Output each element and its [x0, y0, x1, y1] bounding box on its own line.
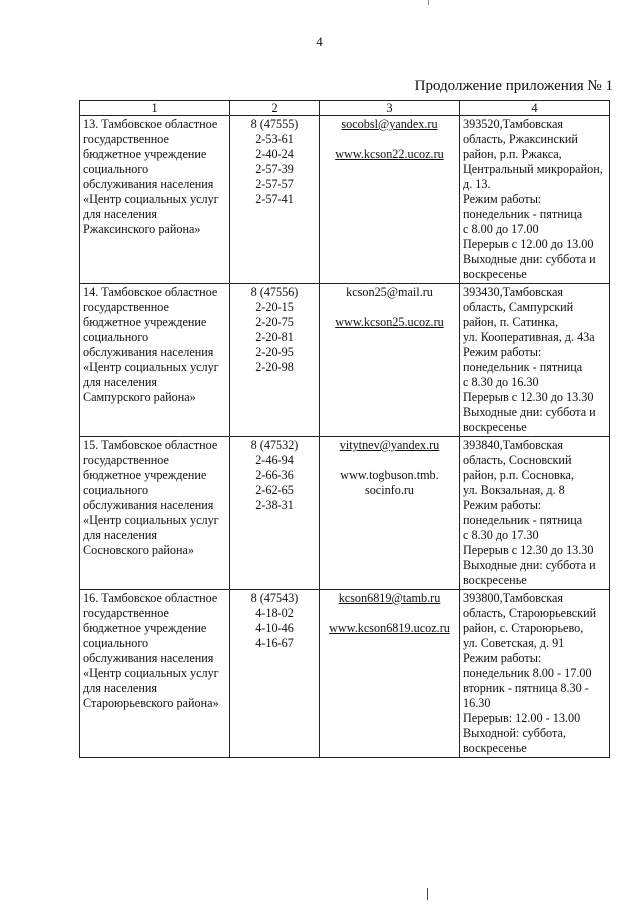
- org-line: социального: [83, 636, 149, 650]
- address-line: Режим работы:: [463, 345, 542, 359]
- org-line: бюджетное учреждение: [83, 315, 207, 329]
- org-line: социального: [83, 330, 149, 344]
- table-row: [80, 284, 610, 437]
- address-line: Перерыв с 12.30 до 13.30: [463, 390, 594, 404]
- column-header-3: 3: [320, 101, 460, 116]
- address-line: понедельник 8.00 - 17.00: [463, 666, 592, 680]
- org-line: 16. Тамбовское областное: [83, 591, 218, 605]
- address-line: воскресенье: [463, 420, 527, 434]
- org-line: 14. Тамбовское областное: [83, 285, 218, 299]
- address-line: воскресенье: [463, 741, 527, 755]
- website-link[interactable]: www.kcson22.ucoz.ru: [335, 147, 444, 161]
- org-line: «Центр социальных услуг: [83, 513, 219, 527]
- table-row: [80, 116, 610, 284]
- org-line: государственное: [83, 300, 169, 314]
- org-line: для населения: [83, 207, 157, 221]
- address-line: Выходные дни: суббота и: [463, 558, 596, 572]
- org-line: обслуживания населения: [83, 345, 214, 359]
- phone-line: 8 (47543): [250, 591, 299, 605]
- org-line: обслуживания населения: [83, 498, 214, 512]
- phone-line: 2-20-95: [255, 345, 294, 359]
- phone-line: 2-57-57: [255, 177, 294, 191]
- org-line: для населения: [83, 528, 157, 542]
- address-line: 393840,Тамбовская: [463, 438, 564, 452]
- address-line: ул. Вокзальная, д. 8: [463, 483, 565, 497]
- phone-line: 2-57-39: [255, 162, 294, 176]
- contacts-cell: [320, 437, 460, 590]
- institutions-table: [79, 100, 610, 758]
- org-name-cell: [80, 437, 230, 590]
- contacts-cell: [320, 590, 460, 758]
- address-cell: [460, 590, 610, 758]
- address-line: Режим работы:: [463, 192, 542, 206]
- address-cell: [460, 284, 610, 437]
- address-line: район, р.п. Ржакса,: [463, 147, 562, 161]
- phone-line: 8 (47556): [250, 285, 299, 299]
- address-line: д. 13.: [463, 177, 491, 191]
- phones-cell: [230, 116, 320, 284]
- address-line: понедельник - пятница: [463, 207, 583, 221]
- email-link[interactable]: kcson25@mail.ru: [346, 285, 433, 299]
- address-line: с 8.30 до 16.30: [463, 375, 539, 389]
- org-line: для населения: [83, 375, 157, 389]
- org-name-cell: [80, 116, 230, 284]
- phone-line: 2-46-94: [255, 453, 294, 467]
- address-line: Перерыв с 12.30 до 13.30: [463, 543, 594, 557]
- org-line: «Центр социальных услуг: [83, 666, 219, 680]
- address-line: район, п. Сатинка,: [463, 315, 559, 329]
- website-link[interactable]: www.kcson6819.ucoz.ru: [329, 621, 450, 635]
- phone-line: 8 (47555): [250, 117, 299, 131]
- org-line: социального: [83, 483, 149, 497]
- address-line: 393800,Тамбовская: [463, 591, 564, 605]
- phone-line: 2-66-36: [255, 468, 294, 482]
- org-line: государственное: [83, 132, 169, 146]
- phones-cell: [230, 437, 320, 590]
- org-line: Староюрьевского района»: [83, 696, 219, 710]
- column-header-1: 1: [80, 101, 230, 116]
- scan-mark-top: [428, 0, 429, 5]
- address-line: Выходные дни: суббота и: [463, 405, 596, 419]
- phones-cell: [230, 284, 320, 437]
- email-link[interactable]: kcson6819@tamb.ru: [338, 591, 441, 605]
- org-name-cell: [80, 590, 230, 758]
- address-line: Режим работы:: [463, 651, 542, 665]
- phone-line: 2-20-15: [255, 300, 294, 314]
- appendix-title: Продолжение приложения № 1: [414, 78, 613, 94]
- org-name-cell: [80, 284, 230, 437]
- org-line: «Центр социальных услуг: [83, 192, 219, 206]
- column-header-4: 4: [460, 101, 610, 116]
- org-line: Сосновского района»: [83, 543, 195, 557]
- org-line: обслуживания населения: [83, 177, 214, 191]
- address-line: Выходной: суббота,: [463, 726, 566, 740]
- website-link[interactable]: www.togbuson.tmb.: [340, 468, 439, 482]
- org-line: социального: [83, 162, 149, 176]
- org-line: бюджетное учреждение: [83, 147, 207, 161]
- phone-line: 2-57-41: [255, 192, 294, 206]
- phone-line: 2-53-61: [255, 132, 294, 146]
- column-header-2: 2: [230, 101, 320, 116]
- org-line: государственное: [83, 453, 169, 467]
- address-line: район, с. Староюрьево,: [463, 621, 584, 635]
- phone-line: 4-18-02: [255, 606, 294, 620]
- address-line: Центральный микрорайон,: [463, 162, 603, 176]
- address-line: воскресенье: [463, 267, 527, 281]
- org-line: Сампурского района»: [83, 390, 196, 404]
- phone-line: 2-20-81: [255, 330, 294, 344]
- table-row: [80, 437, 610, 590]
- address-cell: [460, 437, 610, 590]
- phone-line: 2-62-65: [255, 483, 294, 497]
- address-line: вторник - пятница 8.30 -: [463, 681, 589, 695]
- phone-line: 2-38-31: [255, 498, 294, 512]
- org-line: Ржаксинского района»: [83, 222, 201, 236]
- email-link[interactable]: socobsl@yandex.ru: [341, 117, 438, 131]
- address-line: Перерыв: 12.00 - 13.00: [463, 711, 581, 725]
- org-line: государственное: [83, 606, 169, 620]
- address-line: ул. Советская, д. 91: [463, 636, 565, 650]
- address-line: Выходные дни: суббота и: [463, 252, 596, 266]
- address-line: район, р.п. Сосновка,: [463, 468, 574, 482]
- phones-cell: [230, 590, 320, 758]
- org-line: бюджетное учреждение: [83, 468, 207, 482]
- contacts-cell: [320, 284, 460, 437]
- address-line: Режим работы:: [463, 498, 542, 512]
- address-line: область, Староюрьевский: [463, 606, 597, 620]
- phone-line: 2-20-98: [255, 360, 294, 374]
- address-line: Перерыв с 12.00 до 13.00: [463, 237, 594, 251]
- org-line: бюджетное учреждение: [83, 621, 207, 635]
- phone-line: 2-40-24: [255, 147, 294, 161]
- address-line: ул. Кооперативная, д. 43а: [463, 330, 595, 344]
- address-line: воскресенье: [463, 573, 527, 587]
- table-header-row: [80, 101, 610, 116]
- phone-line: 4-16-67: [255, 636, 294, 650]
- address-line: 393520,Тамбовская: [463, 117, 564, 131]
- address-line: 393430,Тамбовская: [463, 285, 564, 299]
- org-line: обслуживания населения: [83, 651, 214, 665]
- phone-line: 8 (47532): [250, 438, 299, 452]
- address-line: понедельник - пятница: [463, 360, 583, 374]
- phone-line: 4-10-46: [255, 621, 294, 635]
- phone-line: 2-20-75: [255, 315, 294, 329]
- address-line: понедельник - пятница: [463, 513, 583, 527]
- contacts-cell: [320, 116, 460, 284]
- org-line: 15. Тамбовское областное: [83, 438, 218, 452]
- address-cell: [460, 116, 610, 284]
- scan-mark-bottom: [427, 888, 428, 900]
- email-link[interactable]: vitytnev@yandex.ru: [339, 438, 440, 452]
- address-line: область, Сосновский: [463, 453, 572, 467]
- org-line: для населения: [83, 681, 157, 695]
- org-line: 13. Тамбовское областное: [83, 117, 218, 131]
- website-link[interactable]: www.kcson25.ucoz.ru: [335, 315, 444, 329]
- address-line: 16.30: [463, 696, 491, 710]
- address-line: с 8.00 до 17.00: [463, 222, 539, 236]
- org-line: «Центр социальных услуг: [83, 360, 219, 374]
- table-row: [80, 590, 610, 758]
- address-line: область, Сампурский: [463, 300, 574, 314]
- website-link-continued[interactable]: socinfo.ru: [364, 483, 415, 497]
- address-line: с 8.30 до 17.30: [463, 528, 539, 542]
- page-number: 4: [316, 34, 323, 49]
- address-line: область, Ржаксинский: [463, 132, 578, 146]
